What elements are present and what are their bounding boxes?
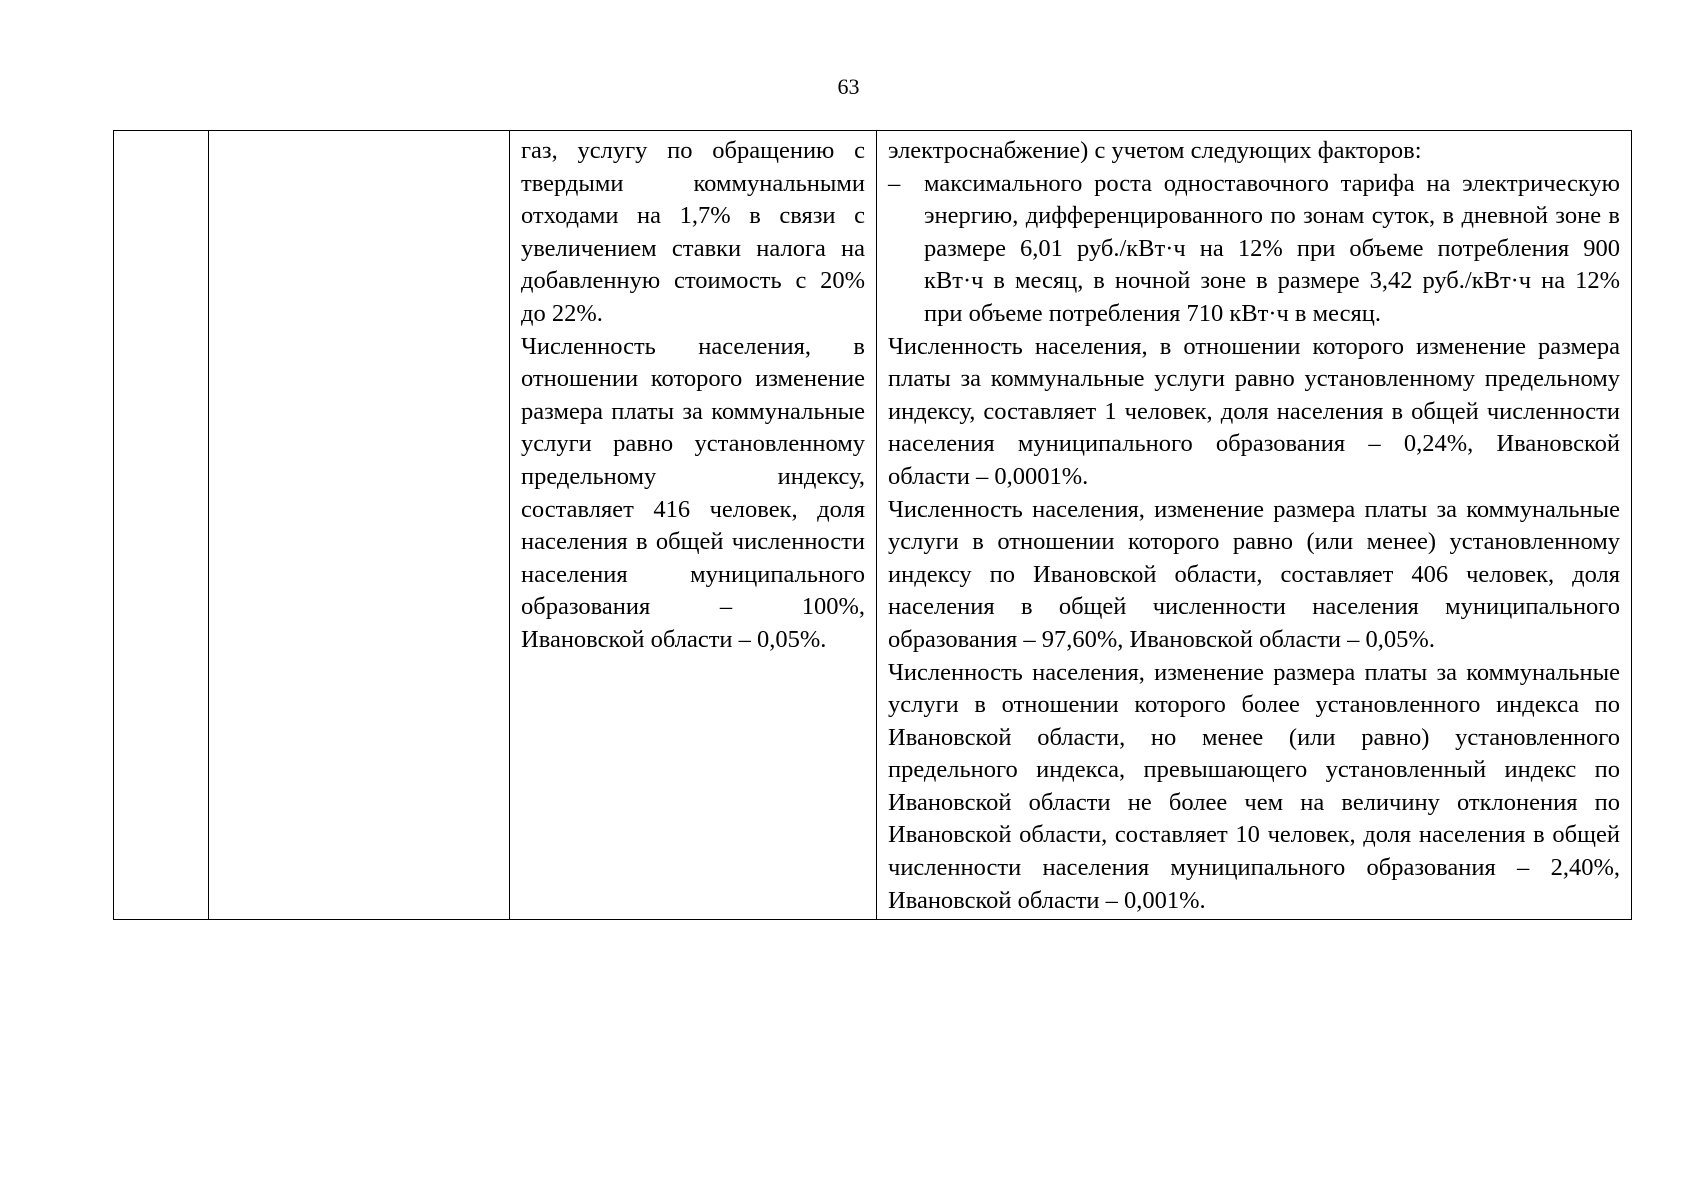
table-cell-number <box>114 131 209 920</box>
col4-paragraph-2: Численность населения, изменение размера платы за коммунальные услуги в отношении которого равно (или менее) установленному индексу по Ивановской области, составляет 406 человек, доля населения в общей численности населения муниципального образования – 97,60%, Ивановской области – 0,05%. <box>888 495 1620 653</box>
table-cell-justification <box>877 131 1632 920</box>
col4-intro: электроснабжение) с учетом следующих факторов: <box>888 137 1422 164</box>
col4-paragraph-3: Численность населения, изменение размера платы за коммунальные услуги в отношении которого более установленного индекса по Ивановской области, но менее (или равно) установленного предельного индекса, превышающего установленный индекс по Ивановской области не более чем на величину отклонения по Ивановской области, составляет 10 человек, доля населения в общей численности населения муниципального образования – 2,40%, Ивановской области – 0,001%. <box>888 658 1620 914</box>
table-cell-municipality <box>209 131 510 920</box>
col4-paragraph-1: Численность населения, в отношении которого изменение размера платы за коммунальные услуги равно установленному предельному индексу, составляет 1 человек, доля населения в общей численности населения муниципального образования – 0,24%, Ивановской области – 0,0001%. <box>888 332 1620 490</box>
table-cell-change-description <box>510 131 877 920</box>
table-row <box>114 131 1632 920</box>
factor-text: максимального роста одноставочного тарифа на электрическую энергию, дифференцированного по зонам суток, в дневной зоне в размере 6,01 руб./кВт·ч на 12% при объеме потребления 900 кВт·ч в месяц, в ночной зоне в размере 3,42 руб./кВт·ч на 12% при объеме потребления 710 кВт·ч в месяц. <box>924 169 1620 327</box>
page-number: 63 <box>837 74 860 99</box>
factor-list <box>888 168 1620 331</box>
document-table <box>113 130 1632 920</box>
dash-bullet-icon: – <box>888 169 901 197</box>
col3-paragraph-2: Численность населения, в отношении которого изменение размера платы за коммунальные услуги равно установленному предельному индексу, составляет 416 человек, доля населения в общей численности населения муниципального образования – 100%, Ивановской области – 0,05%. <box>521 332 865 653</box>
col3-paragraph-1: газ, услугу по обращению с твердыми коммунальными отходами на 1,7% в связи с увеличением ставки налога на добавленную стоимость с 20% до 22%. <box>521 137 865 327</box>
list-item <box>888 168 1620 331</box>
